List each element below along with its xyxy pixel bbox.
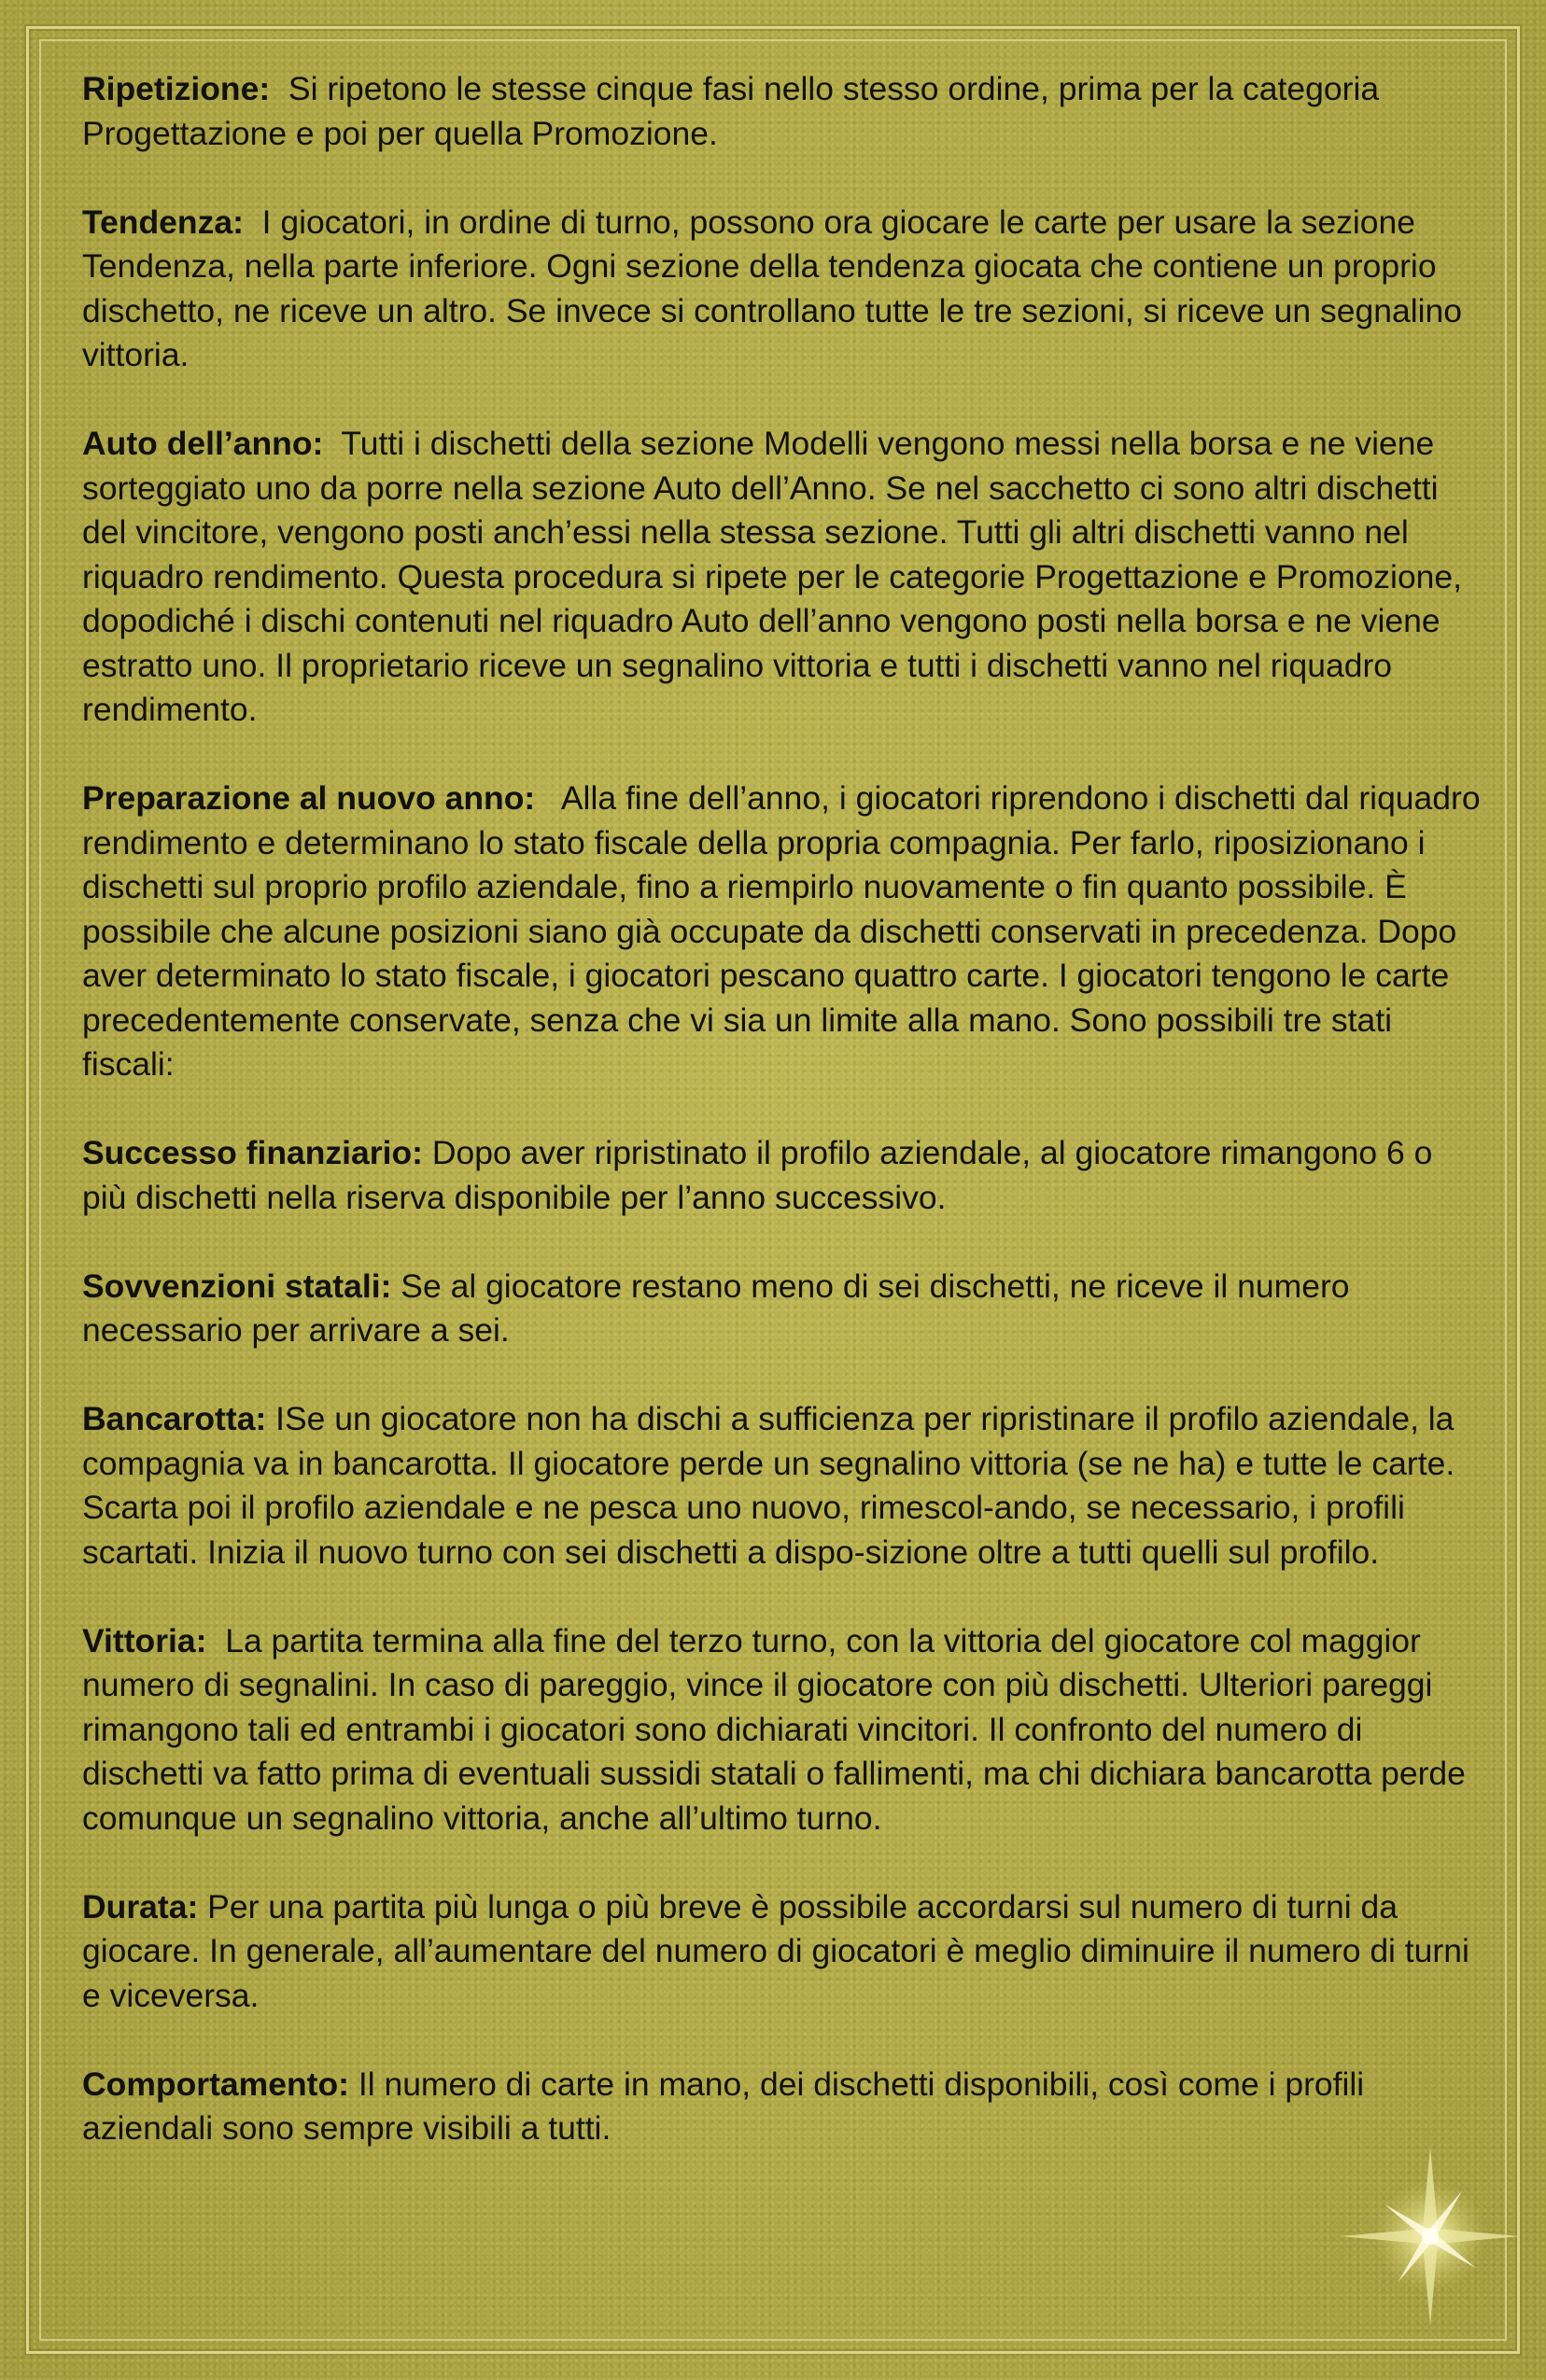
paragraph-label: Preparazione al nuovo anno: — [82, 779, 536, 817]
paragraph-preparazione — [82, 777, 1490, 1087]
paragraph-body: Si ripetono le stesse cinque fasi nello stesso ordine, prima per la categoria Progettazione e poi per quella Promozione. — [82, 70, 1388, 152]
rules-text — [82, 67, 1490, 2195]
paragraph-label: Tendenza: — [82, 203, 244, 241]
paragraph-body: I giocatori, in ordine di turno, possono ora giocare le carte per usare la sezione Tendenza, nella parte inferiore. Ogni sezione della tendenza giocata che contiene un proprio dischetto, ne riceve un altro. Se invece si controllano tutte le tre sezioni, si riceve un segnalino vittoria. — [82, 203, 1471, 373]
paragraph-label: Sovvenzioni statali: — [82, 1267, 392, 1305]
paragraph-label: Ripetizione: — [82, 70, 271, 107]
paragraph-comportamento — [82, 2063, 1483, 2151]
paragraph-label: Auto dell’anno: — [82, 425, 324, 462]
paragraph-label: Vittoria: — [82, 1621, 207, 1659]
paragraph-label: Bancarotta: — [82, 1400, 267, 1437]
paragraph-body: La partita termina alla fine del terzo turno, con la vittoria del giocatore col maggior numero di segnalini. In caso di pareggio, vince il giocatore con più dischetti. Ulteriori pareggi rimangono tali ed entrambi i giocatori sono dichiarati vincitori. Il confronto del numero di dischetti va fatto prima di eventuali sussidi statali o fallimenti, ma chi dichiara bancarotta perde comunque un segnalino vittoria, anche all’ultimo turno. — [82, 1621, 1475, 1837]
paragraph-body: Dopo aver ripristinato il profilo aziendale, al giocatore rimangono 6 o più dischetti nella riserva disponibile per l’anno successivo. — [82, 1134, 1442, 1216]
paragraph-label: Successo finanziario: — [82, 1134, 423, 1171]
paragraph-bancarotta — [82, 1397, 1483, 1575]
paragraph-body: Tutti i dischetti della sezione Modelli vengono messi nella borsa e ne viene sorteggiato uno da porre nella sezione Auto dell’Anno. Se nel sacchetto ci sono altri dischetti del vincitore, vengono posti anch’essi nella stessa sezione. Tutti gli altri dischetti vanno nel riquadro rendimento. Questa procedura si ripete per le categorie Progettazione e Promozione, dopodiché i dischi contenuti nel riquadro Auto dell’anno vengono posti nella borsa e ne viene estratto uno. Il proprietario riceve un segnalino vittoria e tutti i dischetti vanno nel riquadro rendimento. — [82, 425, 1471, 728]
paragraph-sovvenzioni-statali — [82, 1265, 1483, 1353]
paragraph-label: Durata: — [82, 1887, 199, 1925]
paragraph-successo-finanziario — [82, 1131, 1483, 1220]
paragraph-tendenza — [82, 201, 1483, 378]
star-sparkle-icon — [1337, 2143, 1524, 2330]
paragraph-ripetizione — [82, 67, 1483, 156]
paragraph-auto-dell-anno — [82, 422, 1483, 733]
paragraph-body: ISe un giocatore non ha dischi a sufficienza per ripristinare il profilo aziendale, la compagnia va in bancarotta. Il giocatore perde un segnalino vittoria (se ne ha) e tutte le carte. Scarta poi il profilo aziendale e ne pesca uno nuovo, rimescol-ando, se necessario, i profili scartati. Inizia il nuovo turno con sei dischetti a dispo-sizione oltre a tutti quelli sul profilo. — [82, 1400, 1465, 1571]
paragraph-body: Per una partita più lunga o più breve è possibile accordarsi sul numero di turni da giocare. In generale, all’aumentare del numero di giocatori è meglio diminuire il numero di turni e viceversa. — [82, 1887, 1479, 2014]
paragraph-durata — [82, 1885, 1483, 2019]
paragraph-body: Il numero di carte in mano, dei dischetti disponibili, così come i profili aziendali sono sempre visibili a tutti. — [82, 2065, 1374, 2147]
paragraph-body: Se al giocatore restano meno di sei dischetti, ne riceve il numero necessario per arrivare a sei. — [82, 1267, 1359, 1349]
paragraph-label: Comportamento: — [82, 2065, 349, 2103]
paragraph-vittoria — [82, 1619, 1483, 1841]
paragraph-body: Alla fine dell’anno, i giocatori riprendono i dischetti dal riquadro rendimento e determinano lo stato fiscale della propria compagnia. Per farlo, riposizionano i dischetti sul proprio profilo aziendale, fino a riempirlo nuovamente o fin quanto possibile. È possibile che alcune posizioni siano già occupate da dischetti conservati in precedenza. Dopo aver determinato lo stato fiscale, i giocatori pescano quattro carte. I giocatori tengono le carte precedentemente conservate, senza che vi sia un limite alla mano. Sono possibili tre stati fiscali: — [82, 779, 1490, 1083]
